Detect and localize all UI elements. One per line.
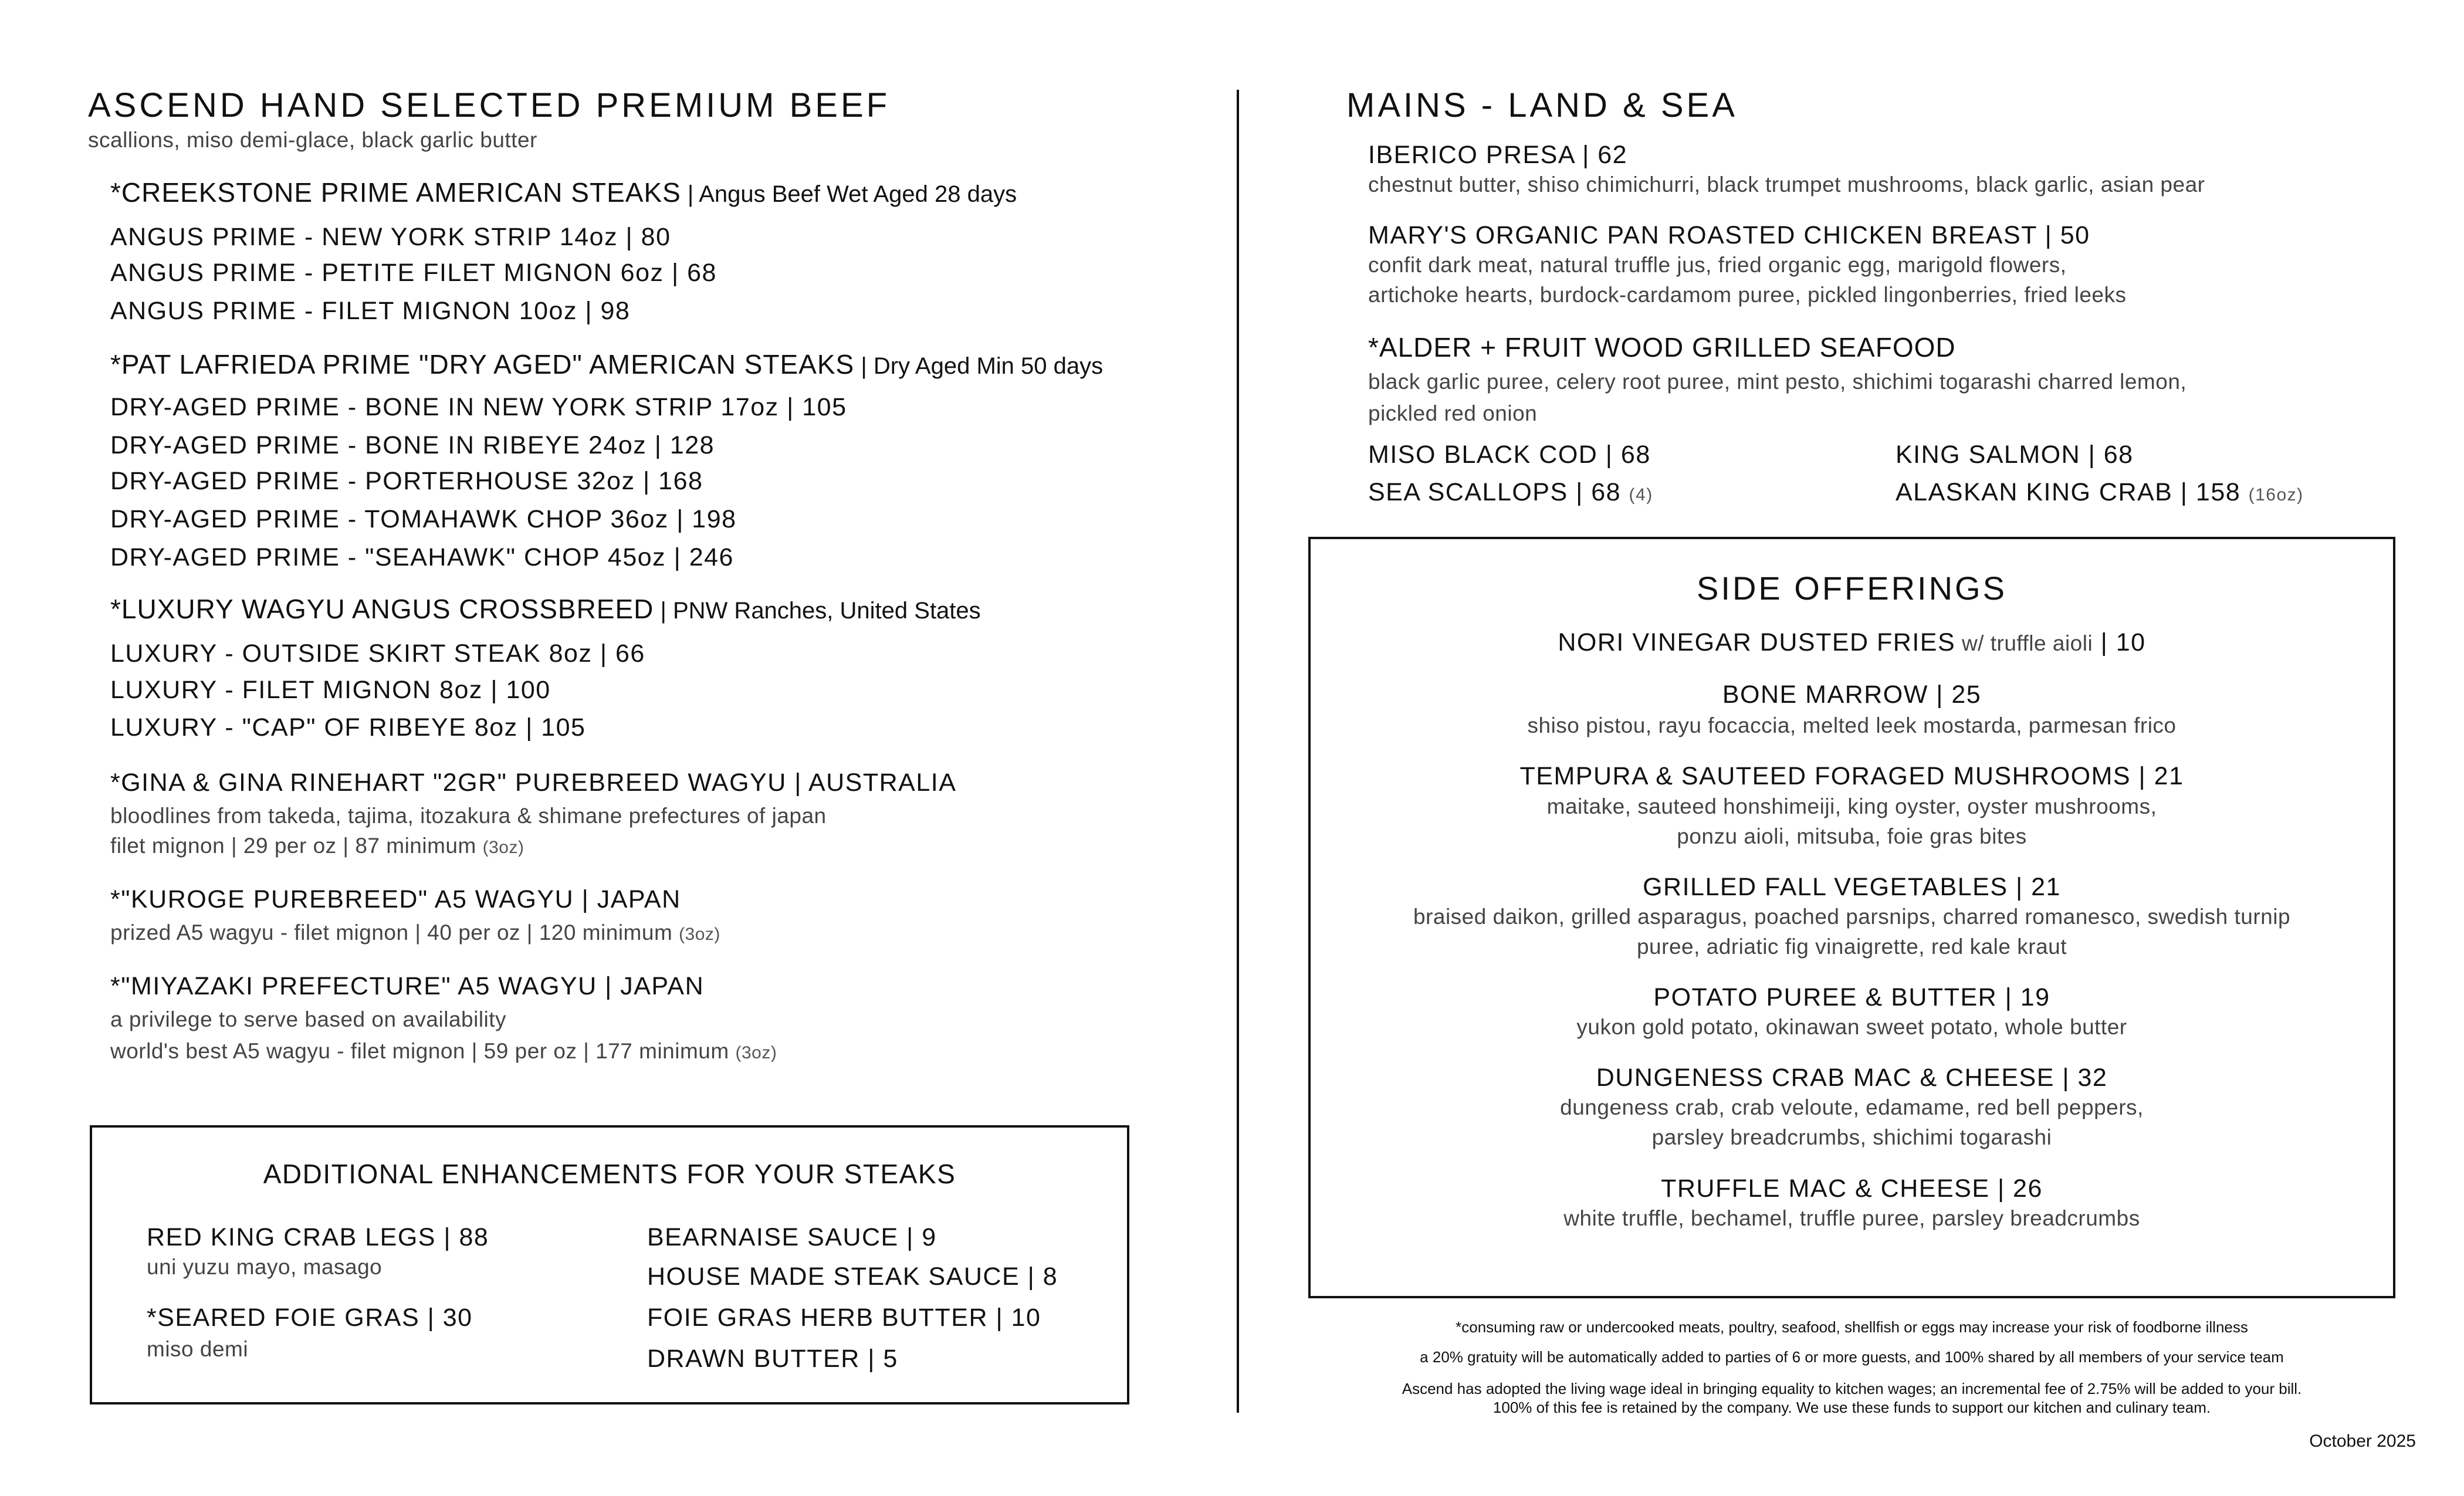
beef-title: ASCEND HAND SELECTED PREMIUM BEEF <box>88 86 891 124</box>
desc-text: world's best A5 wagyu - filet mignon | 59 per oz | 177 minimum <box>110 1039 729 1063</box>
side-item <box>1308 625 2395 661</box>
menu-item: LUXURY - "CAP" OF RIBEYE 8oz | 105 <box>110 713 586 742</box>
desc-note: (3oz) <box>735 1043 777 1062</box>
desc-note: (3oz) <box>482 838 524 857</box>
side-item: DUNGENESS CRAB MAC & CHEESE | 32 <box>1596 1064 2108 1092</box>
main-item: *ALDER + FRUIT WOOD GRILLED SEAFOOD <box>1368 332 1956 363</box>
side-item: TRUFFLE MAC & CHEESE | 26 <box>1661 1175 2043 1203</box>
heading-text: *LUXURY WAGYU ANGUS CROSSBREED <box>110 594 654 624</box>
heading-note: | PNW Ranches, United States <box>654 598 981 624</box>
side-desc: ponzu aioli, mitsuba, foie gras bites <box>1677 824 2027 848</box>
desc-text: filet mignon | 29 per oz | 87 minimum <box>110 834 476 858</box>
menu-item: LUXURY - OUTSIDE SKIRT STEAK 8oz | 66 <box>110 639 645 668</box>
menu-item: DRY-AGED PRIME - BONE IN RIBEYE 24oz | 128 <box>110 431 715 459</box>
side-desc: shiso pistou, rayu focaccia, melted leek mostarda, parmesan frico <box>1527 713 2177 737</box>
side-desc: braised daikon, grilled asparagus, poached parsnips, charred romanesco, swedish turnip <box>1413 905 2291 929</box>
side-price: | 10 <box>2093 628 2146 656</box>
main-desc: confit dark meat, natural truffle jus, fried organic egg, marigold flowers, <box>1368 253 2067 277</box>
seafood-name: ALASKAN KING CRAB | 158 <box>1896 478 2241 506</box>
desc-text: prized A5 wagyu - filet mignon | 40 per oz | 120 minimum <box>110 920 673 945</box>
footer-disclaimer: *consuming raw or undercooked meats, poultry, seafood, shellfish or eggs may increase your risk of foodborne illness <box>1456 1318 2248 1336</box>
enhancement-desc: miso demi <box>147 1337 249 1361</box>
heading-text: *CREEKSTONE PRIME AMERICAN STEAKS <box>110 177 681 208</box>
enhancement-item: HOUSE MADE STEAK SAUCE | 8 <box>647 1263 1058 1291</box>
menu-item: DRY-AGED PRIME - TOMAHAWK CHOP 36oz | 198 <box>110 505 737 533</box>
seafood-name: MISO BLACK COD | 68 <box>1368 441 1651 469</box>
menu-date: October 2025 <box>2309 1431 2416 1451</box>
menu-item: DRY-AGED PRIME - BONE IN NEW YORK STRIP 17oz | 105 <box>110 393 847 421</box>
side-name: NORI VINEGAR DUSTED FRIES <box>1558 628 1956 656</box>
side-desc: yukon gold potato, okinawan sweet potato, whole butter <box>1576 1015 2127 1039</box>
seafood-name: KING SALMON | 68 <box>1896 441 2134 469</box>
wagyu-heading-kuroge: *"KUROGE PUREBREED" A5 WAGYU | JAPAN <box>110 885 681 913</box>
menu-item: DRY-AGED PRIME - "SEAHAWK" CHOP 45oz | 246 <box>110 543 734 571</box>
main-desc: artichoke hearts, burdock-cardamom puree, pickled lingonberries, fried leeks <box>1368 283 2127 307</box>
main-desc: black garlic puree, celery root puree, mint pesto, shichimi togarashi charred lemon, <box>1368 370 2187 394</box>
seafood-item <box>1896 437 2134 472</box>
menu-item: ANGUS PRIME - FILET MIGNON 10oz | 98 <box>110 297 631 325</box>
side-item: POTATO PUREE & BUTTER | 19 <box>1653 983 2050 1011</box>
seafood-note: (16oz) <box>2248 485 2304 505</box>
menu-item: ANGUS PRIME - PETITE FILET MIGNON 6oz | 68 <box>110 259 717 287</box>
mains-title: MAINS - LAND & SEA <box>1346 86 1738 124</box>
footer-wage: 100% of this fee is retained by the company. We use these funds to support our kitchen and culinary team. <box>1492 1399 2211 1416</box>
section-heading-luxury <box>110 591 981 628</box>
side-desc: dungeness crab, crab veloute, edamame, red bell peppers, <box>1560 1095 2144 1119</box>
wagyu-heading-2gr: *GINA & GINA RINEHART "2GR" PUREBREED WAGYU | AUSTRALIA <box>110 769 957 797</box>
enhancement-item: RED KING CRAB LEGS | 88 <box>147 1223 489 1251</box>
wagyu-desc: bloodlines from takeda, tajima, itozakura & shimane prefectures of japan <box>110 804 827 828</box>
seafood-note: (4) <box>1629 485 1653 505</box>
menu-item: LUXURY - FILET MIGNON 8oz | 100 <box>110 676 551 704</box>
footer-gratuity: a 20% gratuity will be automatically added to parties of 6 or more guests, and 100% shared by all members of your service team <box>1420 1348 2284 1366</box>
column-divider <box>1237 90 1239 1413</box>
enhancement-item: DRAWN BUTTER | 5 <box>647 1345 898 1373</box>
heading-text: *PAT LAFRIEDA PRIME "DRY AGED" AMERICAN STEAKS <box>110 349 855 380</box>
beef-subtitle: scallions, miso demi-glace, black garlic butter <box>88 128 537 152</box>
wagyu-desc: a privilege to serve based on availability <box>110 1007 507 1031</box>
enhancement-item: FOIE GRAS HERB BUTTER | 10 <box>647 1304 1041 1332</box>
side-item: BONE MARROW | 25 <box>1722 681 1982 709</box>
section-heading-lafrieda <box>110 347 1103 384</box>
wagyu-heading-miyazaki: *"MIYAZAKI PREFECTURE" A5 WAGYU | JAPAN <box>110 972 705 1000</box>
heading-note: | Dry Aged Min 50 days <box>854 353 1104 379</box>
heading-note: | Angus Beef Wet Aged 28 days <box>681 181 1017 207</box>
enhancement-desc: uni yuzu mayo, masago <box>147 1255 383 1279</box>
main-item: MARY'S ORGANIC PAN ROASTED CHICKEN BREAST | 50 <box>1368 221 2090 249</box>
side-item: TEMPURA & SAUTEED FORAGED MUSHROOMS | 21 <box>1519 762 2184 790</box>
main-desc: pickled red onion <box>1368 401 1538 425</box>
wagyu-desc <box>110 1034 777 1071</box>
enhancement-item: *SEARED FOIE GRAS | 30 <box>147 1304 473 1332</box>
side-desc: maitake, sauteed honshimeiji, king oyster, oyster mushrooms, <box>1546 794 2157 818</box>
desc-note: (3oz) <box>679 925 720 944</box>
menu-item: DRY-AGED PRIME - PORTERHOUSE 32oz | 168 <box>110 467 703 495</box>
seafood-item <box>1368 437 1651 472</box>
side-desc: parsley breadcrumbs, shichimi togarashi <box>1651 1125 2052 1149</box>
side-note: w/ truffle aioli <box>1955 631 2093 655</box>
menu-item: ANGUS PRIME - NEW YORK STRIP 14oz | 80 <box>110 223 671 251</box>
wagyu-desc <box>110 915 720 952</box>
side-desc: puree, adriatic fig vinaigrette, red kale kraut <box>1636 935 2067 959</box>
enhancements-title: ADDITIONAL ENHANCEMENTS FOR YOUR STEAKS <box>263 1159 956 1189</box>
enhancement-item: BEARNAISE SAUCE | 9 <box>647 1223 937 1251</box>
main-item: IBERICO PRESA | 62 <box>1368 141 1628 169</box>
footer-wage: Ascend has adopted the living wage ideal in bringing equality to kitchen wages; an incremental fee of 2.75% will be added to your bill. <box>1402 1380 2302 1397</box>
side-item: GRILLED FALL VEGETABLES | 21 <box>1643 873 2061 901</box>
main-desc: chestnut butter, shiso chimichurri, black trumpet mushrooms, black garlic, asian pear <box>1368 172 2205 197</box>
section-heading-creekstone <box>110 175 1017 212</box>
side-desc: white truffle, bechamel, truffle puree, parsley breadcrumbs <box>1563 1206 2140 1230</box>
wagyu-desc <box>110 828 524 865</box>
seafood-item <box>1896 475 2304 513</box>
seafood-name: SEA SCALLOPS | 68 <box>1368 478 1622 506</box>
seafood-item <box>1368 475 1653 513</box>
sides-title: SIDE OFFERINGS <box>1697 570 2007 607</box>
